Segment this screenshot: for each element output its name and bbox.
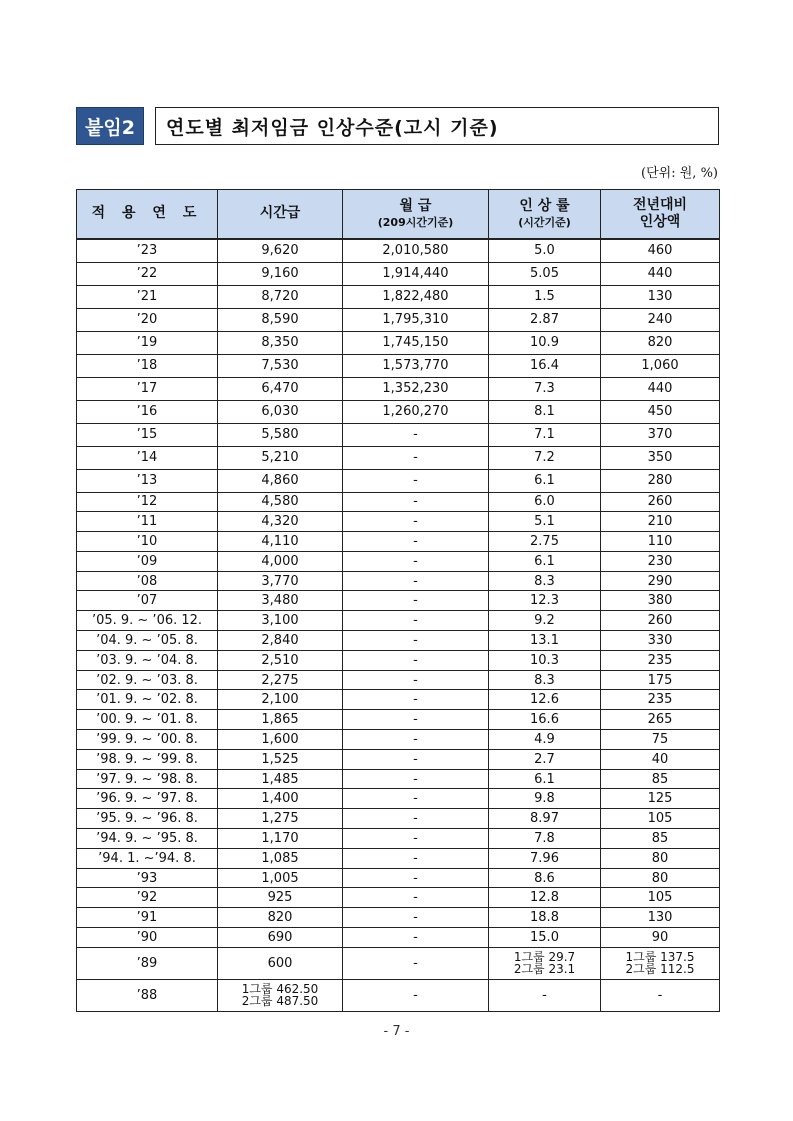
cell-increase: 1,060 [601,354,720,377]
rate-group-1: 1그룹 29.7 [513,950,576,965]
cell-rate: 8.6 [489,868,601,888]
header-hourly: 시간급 [218,190,343,240]
page-title: 연도별 최저임금 인상수준(고시 기준) [155,107,719,145]
cell-year: ’21 [77,285,218,308]
cell-increase: 105 [601,809,720,829]
cell-year: ’13 [77,469,218,492]
unit-note: (단위: 원, %) [641,166,718,181]
cell-year: ’04. 9. ~ ’05. 8. [77,631,218,651]
cell-increase: 260 [601,611,720,631]
cell-year: ’94. 1. ~’94. 8. [77,848,218,868]
cell-hourly: 6,470 [218,377,343,400]
cell-rate: 15.0 [489,928,601,948]
table-row [77,331,720,354]
table-row [77,308,720,331]
cell-hourly: 690 [218,928,343,948]
cell-monthly: - [343,749,489,769]
cell-hourly: 9,160 [218,262,343,285]
cell-monthly: 1,260,270 [343,400,489,423]
table-row [77,469,720,492]
cell-rate: 8.97 [489,809,601,829]
cell-monthly: 2,010,580 [343,239,489,262]
cell-monthly: - [343,730,489,750]
cell-rate: 13.1 [489,631,601,651]
table-row [77,571,720,591]
cell-year: ’05. 9. ~ ’06. 12. [77,611,218,631]
table-row [77,730,720,750]
table-row [77,591,720,611]
cell-increase: 440 [601,377,720,400]
cell-year: ’89 [77,947,218,979]
cell-year: ’01. 9. ~ ’02. 8. [77,690,218,710]
cell-monthly: 1,745,150 [343,331,489,354]
cell-hourly: 3,770 [218,571,343,591]
table-row [77,908,720,928]
title-block [76,107,719,145]
cell-rate: 2.87 [489,308,601,331]
cell-year: ’91 [77,908,218,928]
cell-increase: 125 [601,789,720,809]
rate-group-2: 2그룹 23.1 [513,962,576,977]
cell-year: ’10 [77,532,218,552]
cell-year: ’98. 9. ~ ’99. 8. [77,749,218,769]
cell-increase: 350 [601,446,720,469]
cell-rate: 7.8 [489,829,601,849]
cell-hourly: 1,085 [218,848,343,868]
cell-year: ’18 [77,354,218,377]
cell-year: ’07 [77,591,218,611]
cell-monthly: - [343,710,489,730]
header-increase [601,190,720,240]
cell-rate: 4.9 [489,730,601,750]
cell-increase: 370 [601,423,720,446]
cell-hourly: 3,480 [218,591,343,611]
table-row [77,512,720,532]
cell-hourly: 5,210 [218,446,343,469]
cell-rate: 16.4 [489,354,601,377]
cell-rate: 1.5 [489,285,601,308]
cell-monthly: - [343,670,489,690]
header-monthly-sub: (209시간기준) [377,215,454,229]
cell-monthly: - [343,532,489,552]
cell-year: ’15 [77,423,218,446]
cell-year: ’11 [77,512,218,532]
cell-rate: 10.3 [489,650,601,670]
header-monthly-label: 월 급 [399,198,432,215]
table-row [77,829,720,849]
cell-monthly: - [343,492,489,512]
cell-monthly: 1,573,770 [343,354,489,377]
table-row [77,446,720,469]
cell-hourly: 2,100 [218,690,343,710]
cell-hourly: 1,525 [218,749,343,769]
table-row [77,532,720,552]
cell-increase: 260 [601,492,720,512]
cell-year: ’99. 9. ~ ’00. 8. [77,730,218,750]
cell-increase: 230 [601,551,720,571]
cell-hourly: 4,000 [218,551,343,571]
cell-hourly: 4,320 [218,512,343,532]
cell-increase: 235 [601,690,720,710]
cell-year: ’93 [77,868,218,888]
cell-hourly: 1,400 [218,789,343,809]
cell-monthly: - [343,631,489,651]
cell-hourly: 7,530 [218,354,343,377]
header-rate-label: 인 상 률 [519,198,570,215]
cell-monthly: - [343,423,489,446]
cell-rate: 2.7 [489,749,601,769]
cell-rate: 12.8 [489,888,601,908]
cell-increase: 75 [601,730,720,750]
header-year: 적 용 연 도 [77,190,218,240]
cell-hourly: 2,840 [218,631,343,651]
cell-hourly: 1,005 [218,868,343,888]
cell-rate: - [489,979,601,1011]
cell-increase: 240 [601,308,720,331]
cell-year: ’02. 9. ~ ’03. 8. [77,670,218,690]
table-row [77,749,720,769]
cell-year: ’16 [77,400,218,423]
cell-hourly: 6,030 [218,400,343,423]
cell-year: ’94. 9. ~ ’95. 8. [77,829,218,849]
cell-rate: 6.1 [489,551,601,571]
table-row [77,710,720,730]
cell-rate: 5.1 [489,512,601,532]
table-row [77,868,720,888]
cell-year: ’95. 9. ~ ’96. 8. [77,809,218,829]
table-row [77,492,720,512]
table-row [77,769,720,789]
table-row [77,285,720,308]
cell-monthly: - [343,690,489,710]
table-row [77,354,720,377]
table-row [77,551,720,571]
cell-increase: 460 [601,239,720,262]
table-row-89 [77,947,720,979]
cell-hourly: 600 [218,947,343,979]
cell-rate: 8.3 [489,571,601,591]
cell-increase: - [601,979,720,1011]
cell-increase: 820 [601,331,720,354]
cell-increase: 90 [601,928,720,948]
cell-rate: 7.1 [489,423,601,446]
cell-monthly: 1,795,310 [343,308,489,331]
cell-rate: 7.3 [489,377,601,400]
cell-increase: 175 [601,670,720,690]
cell-rate: 18.8 [489,908,601,928]
cell-monthly: - [343,979,489,1011]
cell-year: ’09 [77,551,218,571]
cell-rate: 6.1 [489,469,601,492]
cell-increase: 210 [601,512,720,532]
table-header-row [77,190,720,240]
table-row [77,631,720,651]
table-row [77,809,720,829]
cell-monthly: - [343,512,489,532]
cell-monthly: 1,914,440 [343,262,489,285]
cell-increase: 380 [601,591,720,611]
cell-monthly: - [343,611,489,631]
table-row [77,670,720,690]
cell-rate: 8.1 [489,400,601,423]
cell-monthly: - [343,947,489,979]
cell-monthly: - [343,551,489,571]
cell-hourly: 2,510 [218,650,343,670]
cell-rate: 8.3 [489,670,601,690]
cell-monthly: - [343,591,489,611]
table-row [77,928,720,948]
cell-monthly: - [343,809,489,829]
cell-increase: 40 [601,749,720,769]
cell-increase: 110 [601,532,720,552]
cell-rate [489,947,601,979]
cell-monthly: - [343,650,489,670]
cell-rate: 7.2 [489,446,601,469]
cell-hourly: 1,485 [218,769,343,789]
cell-year: ’12 [77,492,218,512]
cell-hourly: 5,580 [218,423,343,446]
cell-hourly: 4,110 [218,532,343,552]
cell-hourly: 9,620 [218,239,343,262]
table-row [77,423,720,446]
cell-year: ’88 [77,979,218,1011]
cell-hourly: 8,590 [218,308,343,331]
cell-hourly: 4,580 [218,492,343,512]
cell-hourly: 8,720 [218,285,343,308]
cell-year: ’19 [77,331,218,354]
cell-rate: 12.6 [489,690,601,710]
cell-monthly: - [343,769,489,789]
table-row [77,888,720,908]
cell-year: ’14 [77,446,218,469]
cell-year: ’92 [77,888,218,908]
cell-year: ’97. 9. ~ ’98. 8. [77,769,218,789]
cell-hourly: 1,170 [218,829,343,849]
cell-monthly: - [343,848,489,868]
table-row [77,789,720,809]
cell-hourly: 3,100 [218,611,343,631]
increase-group-2: 2그룹 112.5 [625,962,695,977]
hourly-group-1: 1그룹 462.50 [241,982,319,997]
cell-year: ’17 [77,377,218,400]
cell-hourly: 2,275 [218,670,343,690]
cell-increase: 130 [601,908,720,928]
cell-hourly: 1,275 [218,809,343,829]
cell-increase: 85 [601,829,720,849]
cell-increase: 105 [601,888,720,908]
header-increase-line1: 전년대비 [632,196,688,213]
cell-increase: 130 [601,285,720,308]
cell-monthly: - [343,446,489,469]
cell-rate: 7.96 [489,848,601,868]
cell-hourly: 1,865 [218,710,343,730]
cell-rate: 2.75 [489,532,601,552]
cell-year: ’00. 9. ~ ’01. 8. [77,710,218,730]
cell-monthly: - [343,469,489,492]
cell-monthly: - [343,908,489,928]
cell-increase: 290 [601,571,720,591]
table-row [77,848,720,868]
cell-rate: 12.3 [489,591,601,611]
cell-hourly: 925 [218,888,343,908]
cell-hourly: 1,600 [218,730,343,750]
cell-year: ’03. 9. ~ ’04. 8. [77,650,218,670]
cell-increase: 80 [601,848,720,868]
cell-monthly: - [343,829,489,849]
cell-hourly [218,979,343,1011]
cell-rate: 16.6 [489,710,601,730]
header-monthly [343,190,489,240]
cell-rate: 10.9 [489,331,601,354]
attachment-badge: 붙임2 [76,107,144,145]
cell-monthly: - [343,868,489,888]
table-row [77,400,720,423]
page-number: - 7 - [383,1024,410,1039]
cell-hourly: 820 [218,908,343,928]
header-increase-line2: 인상액 [639,214,681,230]
cell-rate: 9.2 [489,611,601,631]
cell-increase: 265 [601,710,720,730]
header-rate [489,190,601,240]
cell-year: ’90 [77,928,218,948]
cell-year: ’23 [77,239,218,262]
cell-increase: 235 [601,650,720,670]
cell-rate: 9.8 [489,789,601,809]
table-row [77,377,720,400]
cell-monthly: - [343,888,489,908]
table-row [77,239,720,262]
cell-rate: 5.05 [489,262,601,285]
table-row [77,262,720,285]
cell-increase: 450 [601,400,720,423]
cell-increase: 440 [601,262,720,285]
cell-increase: 330 [601,631,720,651]
minimum-wage-table [76,189,720,1012]
table-row-88 [77,979,720,1011]
cell-rate: 6.0 [489,492,601,512]
cell-year: ’20 [77,308,218,331]
cell-monthly: 1,352,230 [343,377,489,400]
cell-year: ’08 [77,571,218,591]
cell-monthly: 1,822,480 [343,285,489,308]
cell-monthly: - [343,789,489,809]
cell-rate: 6.1 [489,769,601,789]
cell-increase: 85 [601,769,720,789]
table-row [77,690,720,710]
cell-increase: 80 [601,868,720,888]
hourly-group-2: 2그룹 487.50 [241,994,319,1009]
cell-hourly: 8,350 [218,331,343,354]
table-row [77,650,720,670]
cell-year: ’22 [77,262,218,285]
increase-group-1: 1그룹 137.5 [625,950,695,965]
cell-monthly: - [343,571,489,591]
cell-rate: 5.0 [489,239,601,262]
header-rate-sub: (시간기준) [518,215,571,229]
cell-hourly: 4,860 [218,469,343,492]
cell-monthly: - [343,928,489,948]
cell-increase: 280 [601,469,720,492]
cell-increase [601,947,720,979]
table-row [77,611,720,631]
cell-year: ’96. 9. ~ ’97. 8. [77,789,218,809]
